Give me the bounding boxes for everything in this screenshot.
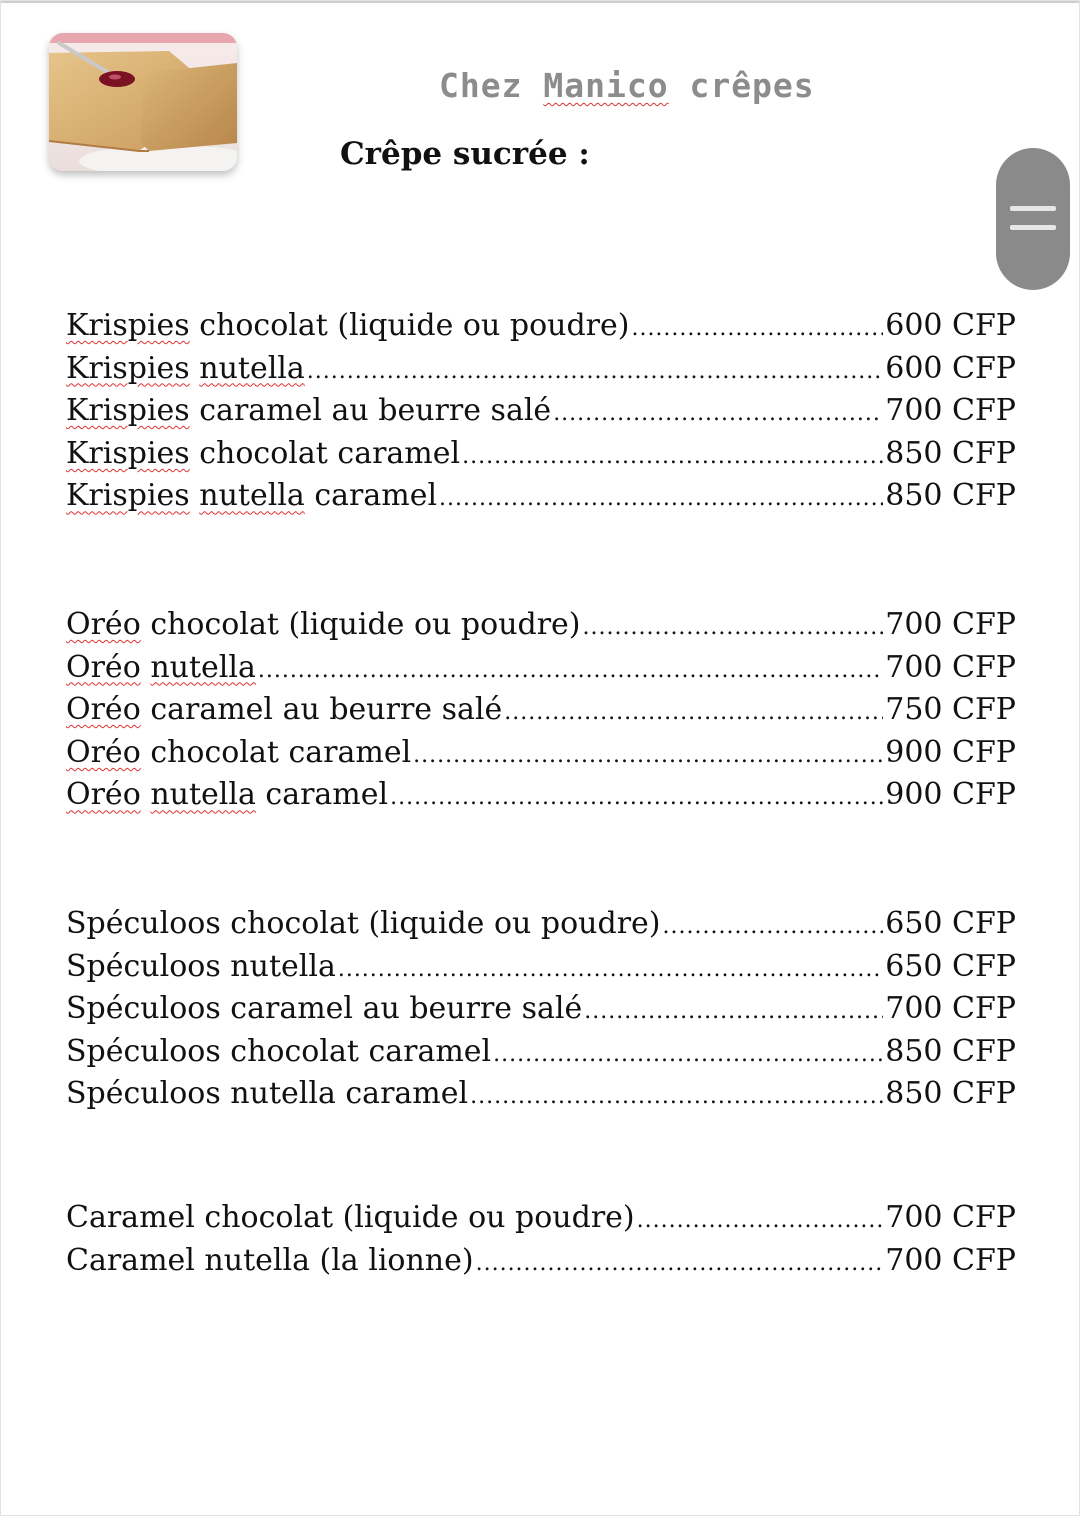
menu-item xyxy=(66,475,1016,518)
leader-dots xyxy=(307,351,883,394)
menu-item xyxy=(66,604,1016,647)
item-price: 900 CFP xyxy=(885,777,1016,813)
item-price: 850 CFP xyxy=(885,1076,1016,1112)
menu-item xyxy=(66,774,1016,817)
item-price: 700 CFP xyxy=(885,649,1016,685)
leader-dots xyxy=(413,735,883,778)
item-price: 650 CFP xyxy=(885,906,1016,941)
menu-item xyxy=(66,1073,1016,1116)
menu-item xyxy=(66,903,1016,946)
leader-dots xyxy=(462,436,883,479)
leader-dots xyxy=(493,1034,883,1077)
crepe-photo-icon xyxy=(49,33,237,171)
menu-item xyxy=(66,647,1016,690)
item-price: 700 CFP xyxy=(885,1242,1016,1278)
item-price: 600 CFP xyxy=(885,350,1016,386)
item-name: Oréo chocolat caramel xyxy=(66,734,412,770)
item-name: Krispies nutella caramel xyxy=(66,478,438,514)
menu-item xyxy=(66,305,1016,348)
menu-item xyxy=(66,732,1016,775)
item-name: Oréo nutella xyxy=(66,649,256,685)
item-name: Spéculoos caramel au beurre salé xyxy=(66,991,583,1027)
item-name: Spéculoos nutella xyxy=(66,948,336,984)
item-price: 700 CFP xyxy=(885,1200,1016,1235)
leader-dots xyxy=(553,393,883,436)
item-name: Spéculoos chocolat (liquide ou poudre) xyxy=(66,906,661,941)
leader-dots xyxy=(476,1243,884,1286)
menu-group-speculoos xyxy=(66,903,1016,1116)
menu-item xyxy=(66,433,1016,476)
item-name: Krispies chocolat caramel xyxy=(66,435,461,471)
leader-dots xyxy=(439,478,883,521)
item-name: Oréo chocolat (liquide ou poudre) xyxy=(66,607,581,642)
title-text: Chez Manico crêpes xyxy=(439,66,815,105)
leader-dots xyxy=(663,906,884,949)
item-price: 850 CFP xyxy=(885,478,1016,514)
leader-dots xyxy=(504,692,883,735)
item-name: Spéculoos nutella caramel xyxy=(66,1076,469,1112)
menu-item xyxy=(66,1197,1016,1240)
item-price: 700 CFP xyxy=(885,991,1016,1027)
menu-item xyxy=(66,1240,1016,1283)
leader-dots xyxy=(338,949,883,992)
leader-dots xyxy=(631,308,883,351)
item-price: 750 CFP xyxy=(885,692,1016,728)
item-price: 850 CFP xyxy=(885,1033,1016,1069)
page-title xyxy=(439,66,815,105)
item-name: Oréo nutella caramel xyxy=(66,777,389,813)
item-price: 900 CFP xyxy=(885,734,1016,770)
item-price: 700 CFP xyxy=(885,393,1016,429)
leader-dots xyxy=(470,1076,883,1119)
item-price: 700 CFP xyxy=(885,607,1016,642)
leader-dots xyxy=(637,1200,884,1243)
handle-line-icon xyxy=(1010,225,1056,230)
item-name: Krispies chocolat (liquide ou poudre) xyxy=(66,308,630,343)
menu-item xyxy=(66,988,1016,1031)
item-name: Krispies caramel au beurre salé xyxy=(66,393,552,429)
menu-group-oreo xyxy=(66,604,1016,817)
item-name: Oréo caramel au beurre salé xyxy=(66,692,503,728)
menu-group-caramel xyxy=(66,1197,1016,1282)
handle-line-icon xyxy=(1010,206,1056,211)
item-name: Caramel nutella (la lionne) xyxy=(66,1242,474,1278)
leader-dots xyxy=(584,991,883,1034)
leader-dots xyxy=(583,607,884,650)
menu-item xyxy=(66,348,1016,391)
menu-item xyxy=(66,946,1016,989)
item-price: 650 CFP xyxy=(885,948,1016,984)
menu-group-krispies xyxy=(66,305,1016,518)
leader-dots xyxy=(390,777,883,820)
item-price: 850 CFP xyxy=(885,435,1016,471)
item-price: 600 CFP xyxy=(885,308,1016,343)
menu-item xyxy=(66,689,1016,732)
item-name: Spéculoos chocolat caramel xyxy=(66,1033,492,1069)
menu-item xyxy=(66,390,1016,433)
leader-dots xyxy=(258,650,883,693)
section-title: Crêpe sucrée : xyxy=(340,136,590,172)
scroll-handle-icon[interactable] xyxy=(996,148,1070,290)
menu-item xyxy=(66,1031,1016,1074)
item-name: Krispies nutella xyxy=(66,350,305,386)
item-name: Caramel chocolat (liquide ou poudre) xyxy=(66,1200,635,1235)
